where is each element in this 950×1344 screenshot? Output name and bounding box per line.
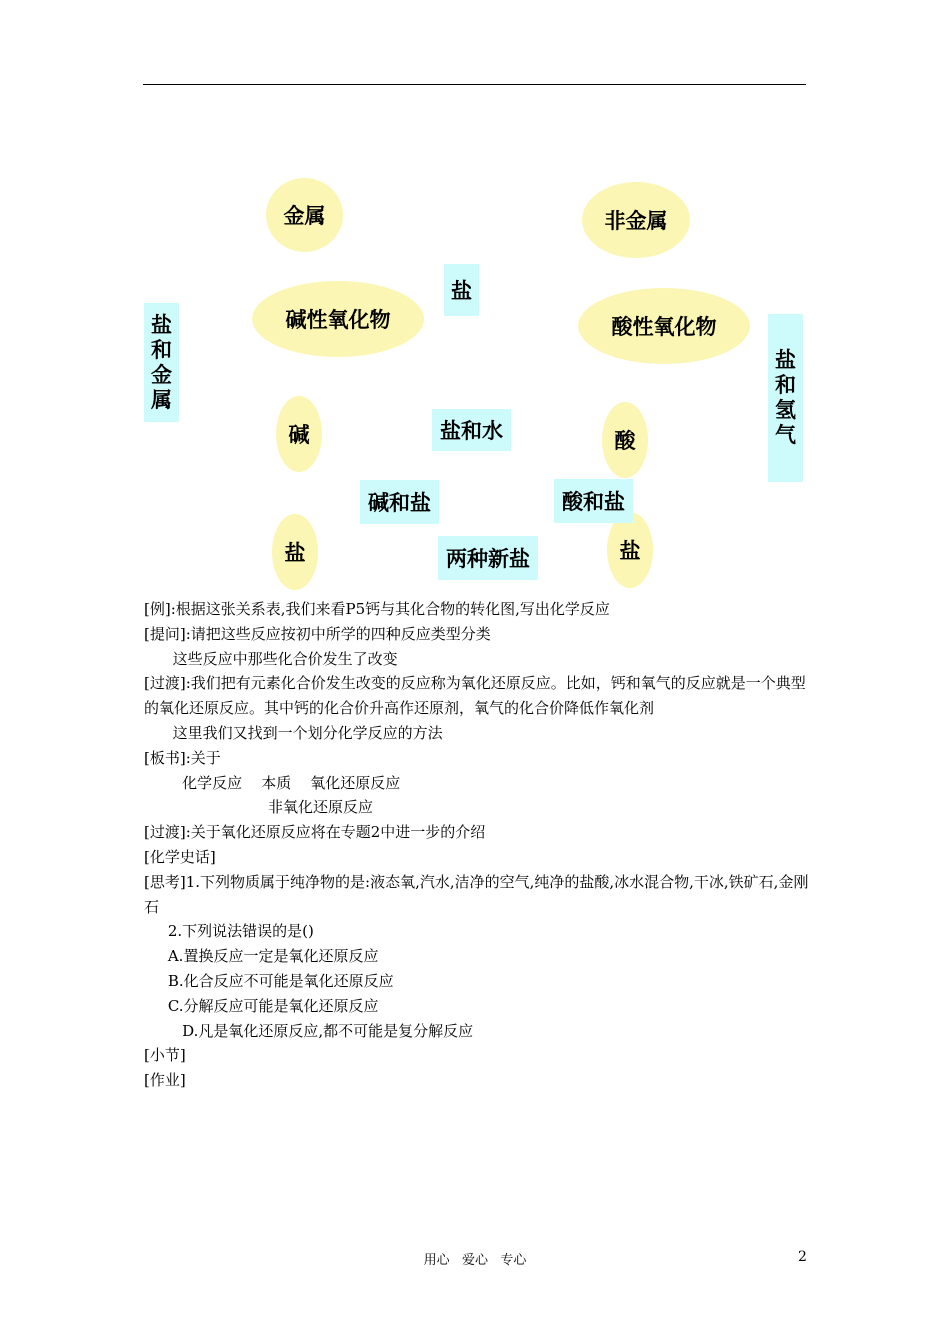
text-line: C.分解反应可能是氧化还原反应 (144, 996, 379, 1015)
box-salt-and-water: 盐和水 (432, 409, 511, 451)
box-salt-and-hydrogen (768, 314, 803, 482)
text-line: A.置换反应一定是氧化还原反应 (144, 947, 379, 966)
node-base: 碱 (276, 396, 322, 472)
text-line: [作业] (144, 1071, 186, 1090)
node-acid: 酸 (602, 402, 648, 478)
text-line: [过渡]:我们把有元素化合价发生改变的反应称为氧化还原反应。比如，钙和氧气的反应就是一个典型的氧化还原反应。其中钙的化合价升高作还原剂，氧气的化合价降低作氧化剂 (144, 674, 806, 718)
node-acidic-oxide: 酸性氧化物 (578, 288, 750, 364)
text-line: D.凡是氧化还原反应,都不可能是复分解反应 (144, 1021, 474, 1040)
text-line: [思考]1.下列物质属于纯净物的是:液态氧,汽水,洁净的空气,纯净的盐酸,冰水混合物,干冰,铁矿石,金刚石 (144, 872, 809, 916)
text-line: [过渡]:关于氧化还原反应将在专题2中进一步的介绍 (144, 823, 486, 842)
text-line: 这里我们又找到一个划分化学反应的方法 (144, 723, 443, 742)
node-salt-left: 盐 (272, 514, 318, 590)
node-nonmetal: 非金属 (582, 182, 690, 258)
box-salt-top: 盐 (444, 264, 479, 316)
box-salt-and-metal-label: 盐和金属 (151, 312, 172, 412)
node-metal: 金属 (266, 178, 343, 252)
text-line: 非氧化还原反应 (144, 798, 373, 817)
text-line: 这些反应中那些化合价发生了改变 (144, 649, 398, 668)
text-line: [提问]:请把这些反应按初中所学的四种反应类型分类 (144, 624, 491, 643)
text-line: [例]:根据这张关系表,我们来看P5钙与其化合物的转化图,写出化学反应 (144, 600, 610, 618)
node-basic-oxide: 碱性氧化物 (252, 281, 424, 357)
text-line: [板书]:关于 (144, 748, 221, 767)
text-line: 化学反应 本质 氧化还原反应 (144, 773, 401, 792)
node-salt-right: 盐 (607, 512, 653, 588)
text-line: [小节] (144, 1046, 186, 1065)
box-acid-and-salt: 酸和盐 (554, 479, 633, 523)
body-text (144, 597, 809, 1093)
box-base-and-salt: 碱和盐 (360, 480, 439, 524)
text-line: B.化合反应不可能是氧化还原反应 (144, 971, 394, 990)
header-rule (143, 84, 806, 85)
box-salt-and-metal (144, 303, 179, 422)
box-salt-and-hydrogen-label: 盐和氢气 (775, 348, 796, 447)
page-footer: 用心 爱心 专心 (423, 1253, 527, 1268)
text-line: [化学史话] (144, 847, 216, 866)
box-two-new-salts: 两种新盐 (438, 536, 538, 580)
text-line: 2.下列说法错误的是() (144, 922, 314, 941)
page-number: 2 (798, 1249, 807, 1265)
